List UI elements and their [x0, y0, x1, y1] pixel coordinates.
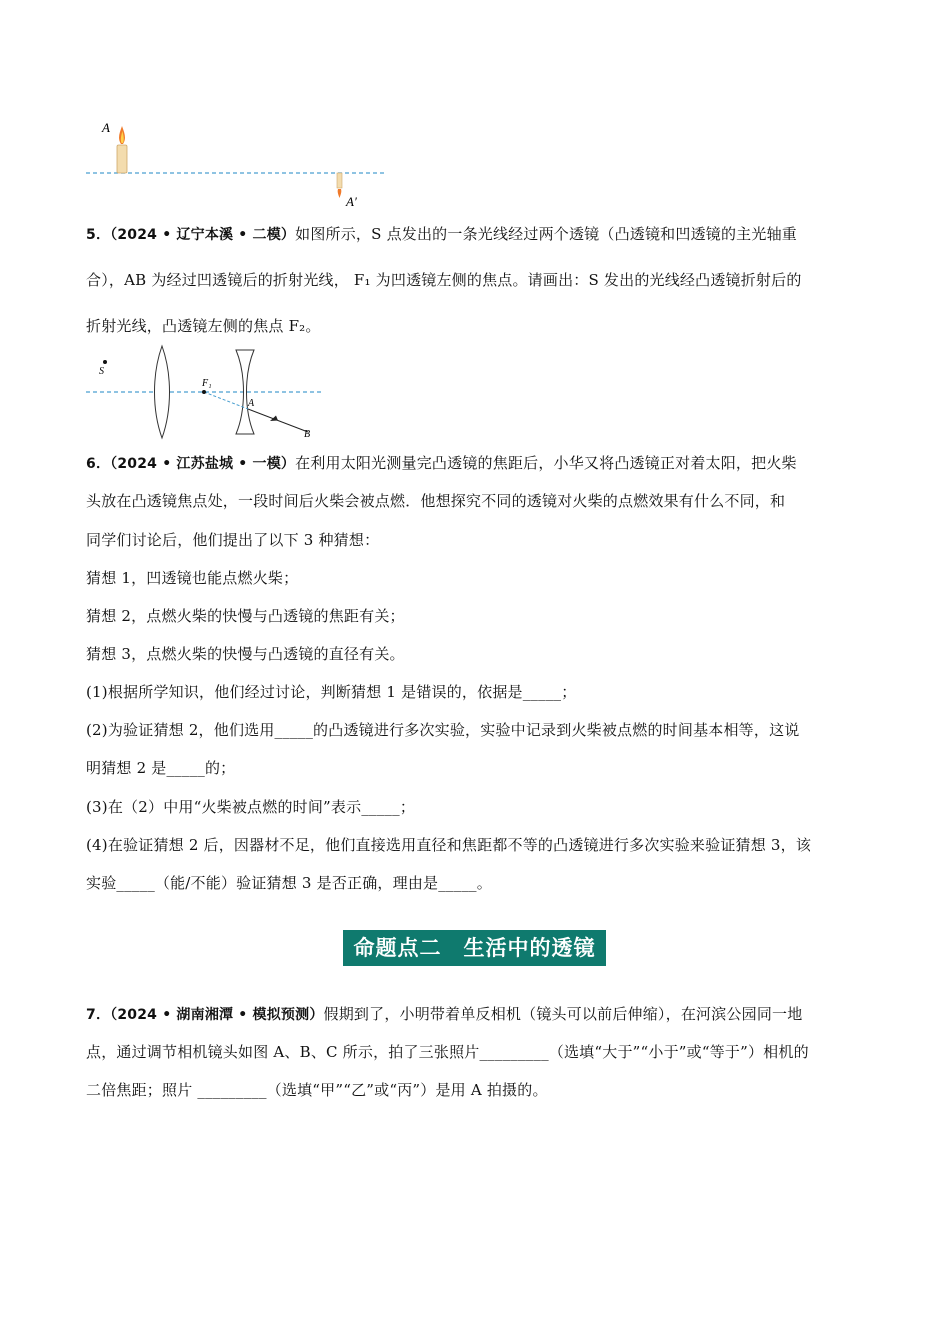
- q6-line-6: 猜想 3，点燃火柴的快慢与凸透镜的直径有关。: [86, 645, 405, 663]
- q6-line-7: (1)根据所学知识，他们经过讨论，判断猜想 1 是错误的，依据是_____；: [86, 683, 577, 701]
- q6-source: （2024 • 江苏盐城 • 一模）: [110, 456, 296, 472]
- label-f1: F₁: [202, 378, 212, 389]
- q6-line-11: (4)在验证猜想 2 后，因器材不足，他们直接选用直径和焦距都不等的凸透镜进行多次实验来验证猜想 3，该: [86, 836, 812, 854]
- q6-line-1: [86, 453, 797, 474]
- q6-line-3: 同学们讨论后，他们提出了以下 3 种猜想：: [86, 531, 380, 549]
- label-a: A: [102, 120, 110, 135]
- q5-line-3: 折射光线，凸透镜左侧的焦点 F₂。: [86, 317, 321, 335]
- candle-image-figure: [86, 118, 396, 213]
- q6-line-5: 猜想 2，点燃火柴的快慢与凸透镜的焦距有关；: [86, 607, 405, 625]
- q5-text-1: 如图所示，S 点发出的一条光线经过两个透镜（凸透镜和凹透镜的主光轴重: [295, 225, 797, 243]
- q7-line-1: [86, 1004, 802, 1025]
- q5-line-2: 合），AB 为经过凹透镜后的折射光线， F₁ 为凹透镜左侧的焦点。请画出：S 发出的光线经凸透镜折射后的: [86, 271, 802, 289]
- q6-line-8: (2)为验证猜想 2，他们选用_____的凸透镜进行多次实验，实验中记录到火柴被点燃的时间基本相等，这说: [86, 721, 800, 739]
- q6-line-9: 明猜想 2 是_____的；: [86, 759, 236, 777]
- q7-line-3: 二倍焦距；照片 _________（选填“甲”“乙”或“丙”）是用 A 拍摄的。: [86, 1081, 548, 1099]
- label-a-prime: A′: [346, 194, 357, 209]
- q5-source: （2024 • 辽宁本溪 • 二模）: [110, 227, 296, 243]
- q6-line-12: 实验_____（能/不能）验证猜想 3 是否正确，理由是_____。: [86, 874, 492, 892]
- q6-text-1: 在利用太阳光测量完凸透镜的焦距后，小华又将凸透镜正对着太阳，把火柴: [295, 454, 797, 472]
- section-heading-left: 命题点二: [353, 936, 442, 960]
- q7-source: （2024 • 湖南湘潭 • 模拟预测）: [110, 1007, 324, 1023]
- section-heading: [343, 930, 606, 966]
- lens-figure: [86, 344, 326, 444]
- q5-number: 5．: [86, 227, 111, 243]
- label-s: S: [99, 366, 104, 377]
- q7-line-2: 点，通过调节相机镜头如图 A、B、C 所示，拍了三张照片_________（选填“大于”“小于”或“等于”）相机的: [86, 1043, 809, 1061]
- q6-line-2: 头放在凸透镜焦点处，一段时间后火柴会被点燃．他想探究不同的透镜对火柴的点燃效果有什么不同，和: [86, 492, 786, 510]
- q7-number: 7．: [86, 1007, 111, 1023]
- label-b-point: B: [304, 429, 311, 440]
- q5-line-1: [86, 224, 797, 245]
- label-a-point: A: [248, 398, 255, 409]
- q7-text-1: 假期到了，小明带着单反相机（镜头可以前后伸缩），在河滨公园同一地: [323, 1005, 803, 1023]
- q6-line-10: (3)在（2）中用“火柴被点燃的时间”表示_____；: [86, 798, 416, 816]
- section-heading-right: 生活中的透镜: [463, 936, 596, 960]
- q6-number: 6．: [86, 456, 111, 472]
- q6-line-4: 猜想 1，凹透镜也能点燃火柴；: [86, 569, 299, 587]
